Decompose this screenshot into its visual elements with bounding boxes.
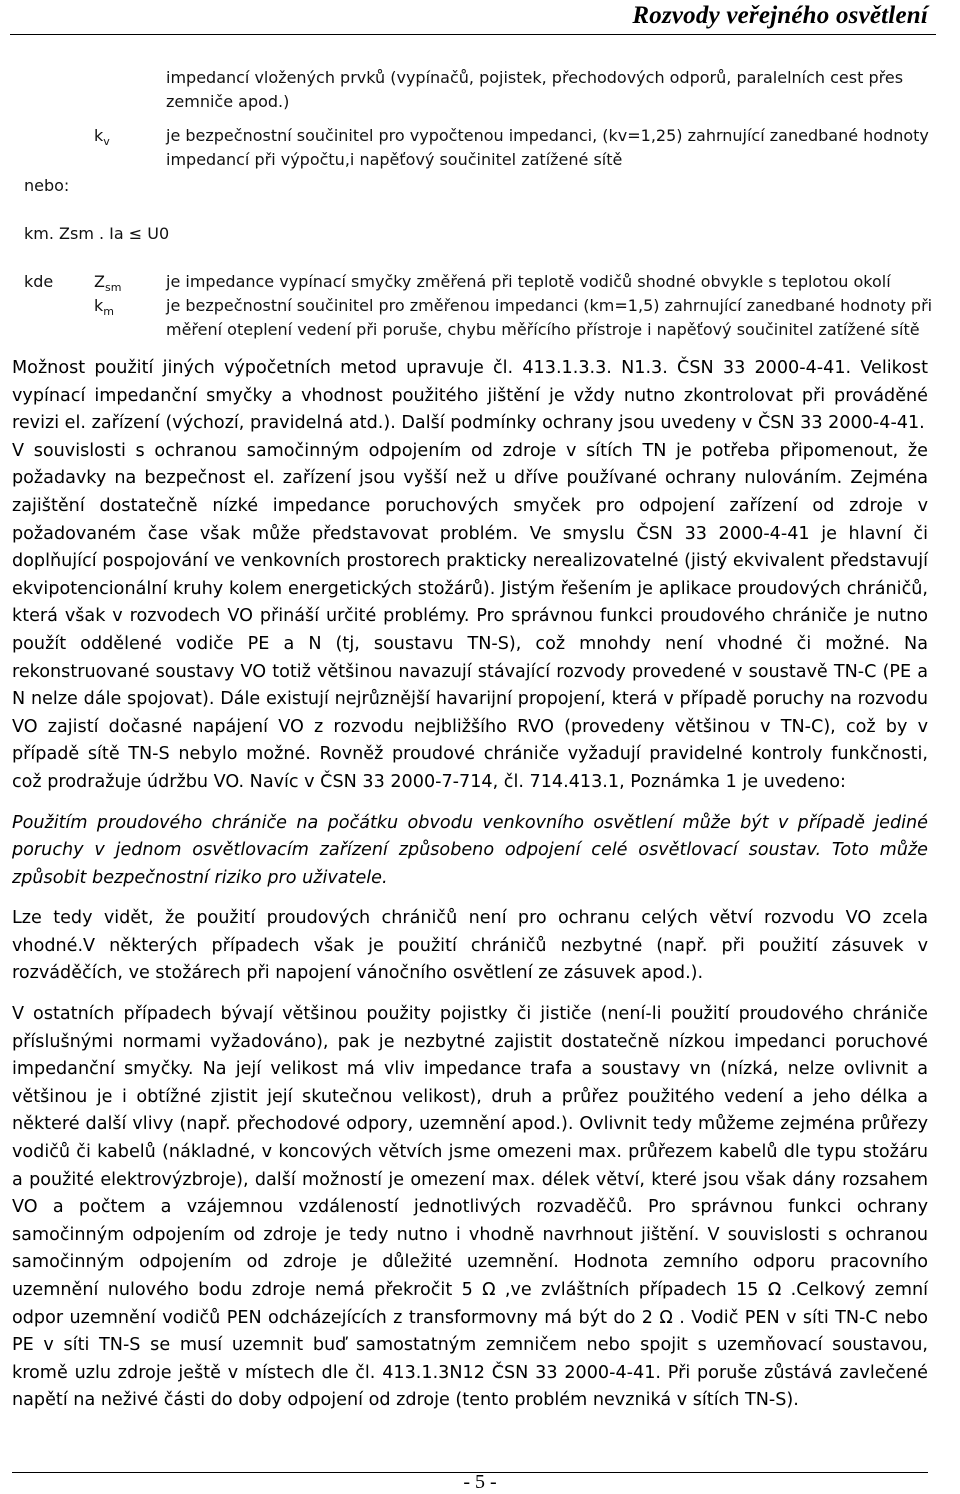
km-line-1: je bezpečnostní součinitel pro změřenou impedanci (km=1,5) zahrnující zanedbané hodnoty při [166, 296, 933, 315]
header-rule [10, 34, 936, 35]
kde-label: kde [24, 272, 54, 291]
embed-line-1: impedancí vložených prvků (vypínačů, pojistek, přechodových odporů, paralelních cest přes [166, 68, 904, 87]
page-number: - 5 - [463, 1471, 497, 1493]
nebo-label: nebo: [24, 176, 70, 195]
paragraph-2: V souvislosti s ochranou samočinným odpojením od zdroje v sítích TN je potřeba připomenout, že požadavky na bezpečnost el. zařízení jsou vyšší než u dříve používané ochrany nulováním. Zejména zajištění dostatečně nízké impedance poruchových smyček pro odpojení zařízení od zdroje v požadovaném čase však může představovat problém. Ve smyslu ČSN 33 2000-4-41 je hlavní či doplňující pospojování ve venkovních prostorech prakticky nerealizovatelné (jistý ekvivalent představují ekvipotencionální kruhy kolem energetických stožárů). Jistým řešením je aplikace proudových chráničů, která však v rozvodech VO přináší určité problémy. Pro správnou funkci proudového chrániče je nutno použít oddělené vodiče PE a N (tj, soustavu TN-S), což mnohdy není vhodné či možné. Na rekonstruované soustavy VO totiž většinou navazují stávající rozvody provedené v soustavě TN-C (PE a N nelze dále spojovat). Dále existují nejrůznější havarijní propojení, která v případě poruchy na rozvodu VO zajistí dočasné napájení VO z rozvodu nejbližšího RVO (provedeny většinou v TN-C), což by v případě sítě TN-S nebylo možné. Rovněž proudové chrániče vyžadují pravidelné kontroly funkčnosti, což prodražuje údržbu VO. Navíc v ČSN 33 2000-7-714, čl. 714.413.1, Poznámka 1 je uvedeno: [12, 440, 928, 792]
kv-line-1: je bezpečnostní součinitel pro vypočtenou impedanci, (kv=1,25) zahrnující zanedbané hodnoty [166, 126, 929, 145]
page-header-title: Rozvody veřejného osvětlení [632, 2, 928, 29]
zsm-symbol: $Z_{sm}$ [94, 272, 122, 295]
formula: km. Zsm . Ia ≤ U0 [24, 224, 170, 243]
kv-line-2: impedancí při výpočtu,i napěťový součinitel zatížené sítě [166, 150, 623, 169]
zsm-text: je impedance vypínací smyčky změřená při teplotě vodičů shodné obvykle s teplotou okolí [166, 272, 891, 291]
embed-line-2: zemniče apod.) [166, 92, 290, 111]
paragraph-3-quote: Použitím proudového chrániče na počátku obvodu venkovního osvětlení může být v případě jediné poruchy v jednom osvětlovacím zařízení způsobeno odpojení celé osvětlovací soustav. Toto může způsobit bezpečnostní riziko pro uživatele. [12, 812, 928, 888]
km-symbol: $k_m$ [94, 296, 114, 319]
km-line-2: měření oteplení vedení při poruše, chybu měřícího přístroje i napěťový součinitel zatížené sítě [166, 320, 920, 339]
paragraph-4: Lze tedy vidět, že použití proudových chráničů není pro ochranu celých větví rozvodu VO zcela vhodné.V některých případech však je použití chráničů nezbytné (např. při použití zásuvek v rozváděčích, ve stožárech při napojení vánočního osvětlení ze zásuvek apod.). [12, 908, 928, 984]
kv-symbol: $k_v$ [94, 126, 110, 149]
body-text [12, 355, 928, 1415]
paragraph-5: V ostatních případech bývají většinou použity pojistky či jističe (není-li použití proudového chrániče příslušnými normami vyžadováno), pak je nezbytné zajistit dostatečně nízkou impedanci poruchové impedanční smyčky. Na její velikost má vliv impedance trafa a soustavy vn (nízká, nelze ovlivnit a většinou je i obtížné zjistit její skutečnou velikost), druh a průřez použitého vedení a jeho délka a některé další vlivy (např. přechodové odpory, uzemnění apod.). Ovlivnit tedy můžeme zejména průřezy vodičů či kabelů (nákladné, v koncových větvích jsme omezeni max. průřezem kabelů dle typu stožáru a použité elektrovýzbroje), další možností je omezení max. délek větví, které jsou však dány rozsahem VO a počtem a vzájemnou vzdáleností jednotlivých rozvaděčů. Pro správnou funkci ochrany samočinným odpojením od zdroje je tedy nutno i vhodně navrhnout jištění. V souvislosti s ochranou samočinným odpojením od zdroje je důležité uzemnění. Hodnota zemního odporu pracovního uzemnění nulového bodu zdroje nemá překročit 5 Ω ,ve zvláštních případech 15 Ω .Celkový zemní odpor uzemnění vodičů PEN odcházejících z transformovny má být do 2 Ω . Vodič PEN v síti TN-C nebo PE v síti TN-S se musí uzemnit buď samostatným zemničem nebo spojit s uzemňovací soustavou, kromě uzlu zdroje ještě v místech dle čl. 413.1.3N12 ČSN 33 2000-4-41. Při poruše zůstává zavlečené napětí na neživé části do doby odpojení od zdroje (tento problém nevzniká v sítích TN-S). [12, 1004, 928, 1411]
embedded-formula-image [24, 68, 960, 343]
paragraph-1: Možnost použití jiných výpočetních metod upravuje čl. 413.1.3.3. N1.3. ČSN 33 2000-4-41. Velikost vypínací impedanční smyčky a vhodnost použitého jištění je vždy nutno zkontrolovat při prováděné revizi el. zařízení (výchozí, pravidelná atd.). Další podmínky ochrany jsou uvedeny v ČSN 33 2000-4-41. [12, 358, 928, 434]
